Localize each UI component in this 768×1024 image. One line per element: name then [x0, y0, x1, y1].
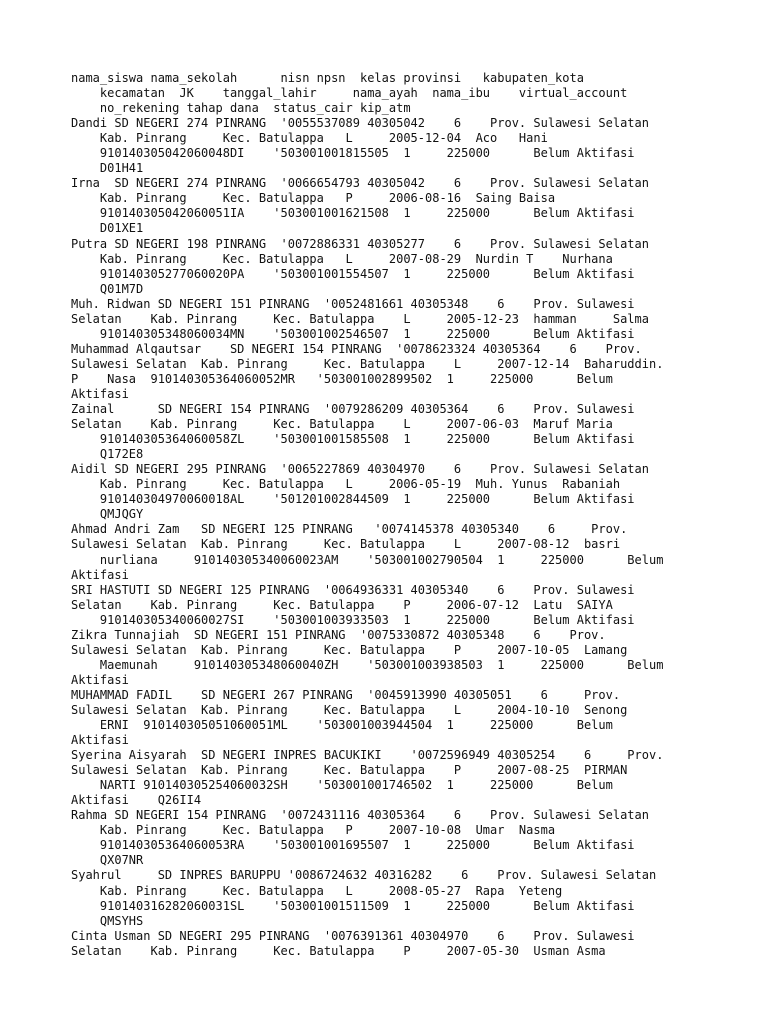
text-line: 910140305277060020PA '503001001554507 1 225000 Belum Aktifasi	[71, 266, 635, 281]
text-line: Aktifasi	[71, 567, 129, 582]
text-line: 910140304970060018AL '501201002844509 1 225000 Belum Aktifasi	[71, 492, 635, 507]
text-line: Dandi SD NEGERI 274 PINRANG '0055537089 40305042 6 Prov. Sulawesi Selatan	[71, 116, 649, 131]
text-line: Zainal SD NEGERI 154 PINRANG '0079286209 40305364 6 Prov. Sulawesi	[71, 402, 635, 417]
text-line: QX07NR	[71, 853, 144, 868]
text-line: nama_siswa nama_sekolah nisn npsn kelas provinsi kabupaten_kota	[71, 71, 584, 85]
text-line: Kab. Pinrang Kec. Batulappa P 2006-08-16 Saing Baisa	[71, 191, 556, 206]
text-line: Kab. Pinrang Kec. Batulappa L 2008-05-27 Rapa Yeteng	[71, 883, 563, 898]
text-line: Sulawesi Selatan Kab. Pinrang Kec. Batulappa P 2007-08-25 PIRMAN	[71, 763, 628, 778]
text-line: 910140305042060048DI '503001001815505 1 225000 Belum Aktifasi	[71, 146, 635, 161]
text-line: QMJQGY	[71, 507, 144, 522]
text-line: Q01M7D	[71, 281, 144, 296]
text-line: Selatan Kab. Pinrang Kec. Batulappa P 2006-07-12 Latu SAIYA	[71, 597, 613, 612]
text-line: D01XE1	[71, 221, 144, 236]
text-line: Muh. Ridwan SD NEGERI 151 PINRANG '0052481661 40305348 6 Prov. Sulawesi	[71, 296, 635, 311]
text-line: 910140305364060053RA '503001001695507 1 225000 Belum Aktifasi	[71, 838, 635, 853]
text-line: Putra SD NEGERI 198 PINRANG '0072886331 40305277 6 Prov. Sulawesi Selatan	[71, 236, 649, 251]
text-line: Syahrul SD INPRES BARUPPU '0086724632 40316282 6 Prov. Sulawesi Selatan	[71, 868, 657, 883]
text-line: Aktifasi Q26II4	[71, 793, 202, 808]
text-line: 910140305042060051IA '503001001621508 1 225000 Belum Aktifasi	[71, 206, 635, 221]
text-line: 910140305340060027SI '503001003933503 1 225000 Belum Aktifasi	[71, 612, 635, 627]
text-line: Kab. Pinrang Kec. Batulappa L 2005-12-04 Aco Hani	[71, 131, 548, 146]
text-line: 910140305364060058ZL '503001001585508 1 225000 Belum Aktifasi	[71, 432, 635, 447]
text-line: 910140305348060034MN '503001002546507 1 225000 Belum Aktifasi	[71, 326, 635, 341]
text-line: P Nasa 910140305364060052MR '503001002899502 1 225000 Belum	[71, 371, 613, 386]
text-line: QMSYHS	[71, 913, 144, 928]
text-line: Sulawesi Selatan Kab. Pinrang Kec. Batulappa P 2007-10-05 Lamang	[71, 642, 628, 657]
text-line: 910140316282060031SL '503001001511509 1 225000 Belum Aktifasi	[71, 898, 635, 913]
text-line: Muhammad Alqautsar SD NEGERI 154 PINRANG '0078623324 40305364 6 Prov.	[71, 341, 642, 356]
text-line: Zikra Tunnajiah SD NEGERI 151 PINRANG '0075330872 40305348 6 Prov.	[71, 627, 606, 642]
text-line: SRI HASTUTI SD NEGERI 125 PINRANG '0064936331 40305340 6 Prov. Sulawesi	[71, 582, 635, 597]
text-line: Selatan Kab. Pinrang Kec. Batulappa L 2007-06-03 Maruf Maria	[71, 417, 613, 432]
text-line: nurliana 910140305340060023AM '503001002790504 1 225000 Belum	[71, 552, 664, 567]
text-line: Ahmad Andri Zam SD NEGERI 125 PINRANG '0074145378 40305340 6 Prov.	[71, 522, 628, 537]
text-line: Sulawesi Selatan Kab. Pinrang Kec. Batulappa L 2007-12-14 Baharuddin.	[71, 356, 664, 371]
text-line: kecamatan JK tanggal_lahir nama_ayah nama_ibu virtual_account	[71, 86, 628, 101]
text-line: Aktifasi	[71, 672, 129, 687]
text-line: Aidil SD NEGERI 295 PINRANG '0065227869 40304970 6 Prov. Sulawesi Selatan	[71, 462, 649, 477]
text-line: MUHAMMAD FADIL SD NEGERI 267 PINRANG '0045913990 40305051 6 Prov.	[71, 687, 621, 702]
text-line: Maemunah 910140305348060040ZH '503001003938503 1 225000 Belum	[71, 657, 664, 672]
text-line: Selatan Kab. Pinrang Kec. Batulappa P 2007-05-30 Usman Asma	[71, 943, 606, 958]
text-line: Syerina Aisyarah SD NEGERI INPRES BACUKIKI '0072596949 40305254 6 Prov.	[71, 748, 664, 763]
text-line: NARTI 910140305254060032SH '503001001746502 1 225000 Belum	[71, 778, 613, 793]
text-line: Kab. Pinrang Kec. Batulappa P 2007-10-08 Umar Nasma	[71, 823, 556, 838]
text-line: Kab. Pinrang Kec. Batulappa L 2007-08-29 Nurdin T Nurhana	[71, 251, 613, 266]
text-line: Sulawesi Selatan Kab. Pinrang Kec. Batulappa L 2007-08-12 basri	[71, 537, 621, 552]
text-line: Rahma SD NEGERI 154 PINRANG '0072431116 40305364 6 Prov. Sulawesi Selatan	[71, 808, 649, 823]
text-line: ERNI 910140305051060051ML '503001003944504 1 225000 Belum	[71, 718, 613, 733]
text-line: Cinta Usman SD NEGERI 295 PINRANG '0076391361 40304970 6 Prov. Sulawesi	[71, 928, 635, 943]
text-line: Irna SD NEGERI 274 PINRANG '0066654793 40305042 6 Prov. Sulawesi Selatan	[71, 176, 649, 191]
text-line: no_rekening tahap dana status_cair kip_atm	[71, 101, 411, 116]
text-line: D01H41	[71, 161, 144, 176]
text-line: Sulawesi Selatan Kab. Pinrang Kec. Batulappa L 2004-10-10 Senong	[71, 702, 628, 717]
text-line: Kab. Pinrang Kec. Batulappa L 2006-05-19 Muh. Yunus Rabaniah	[71, 477, 621, 492]
text-line: Selatan Kab. Pinrang Kec. Batulappa L 2005-12-23 hamman Salma	[71, 311, 649, 326]
document-text	[71, 71, 761, 959]
text-line: Aktifasi	[71, 386, 129, 401]
text-line: Q172E8	[71, 447, 144, 462]
text-line: Aktifasi	[71, 733, 129, 748]
